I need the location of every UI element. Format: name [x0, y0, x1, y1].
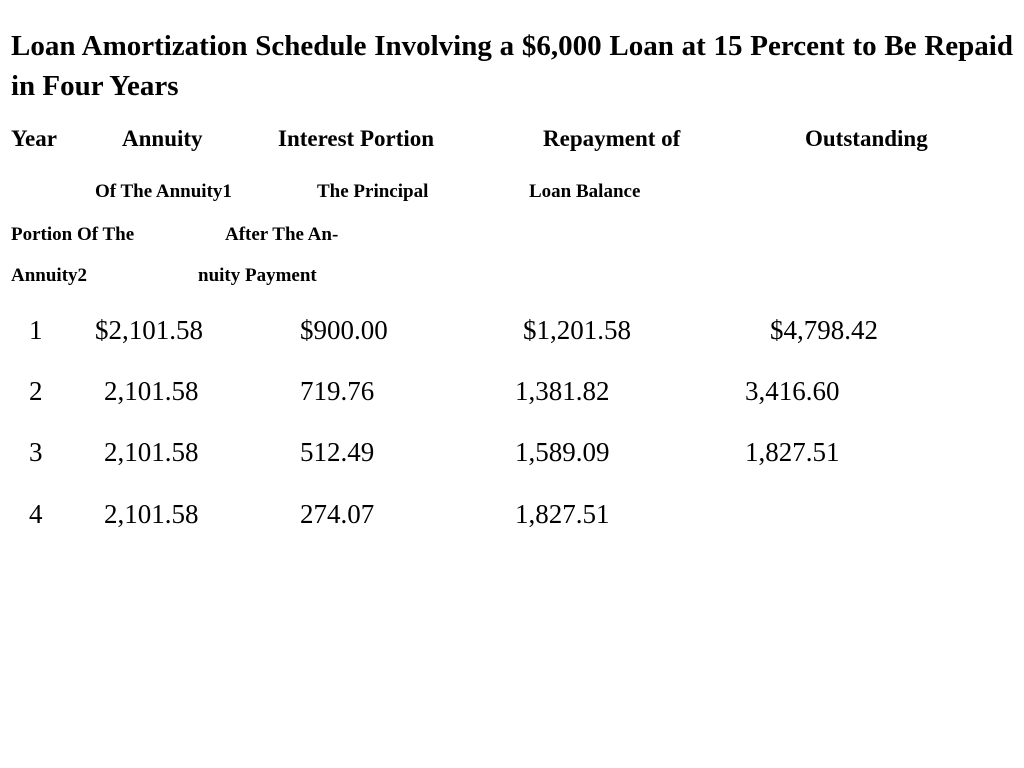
cell-year: 1 — [29, 315, 43, 345]
cell-repayment: 1,827.51 — [515, 499, 610, 529]
cell-balance: 1,827.51 — [745, 437, 840, 467]
cell-repayment: $1,201.58 — [523, 315, 631, 345]
cell-year: 3 — [29, 437, 43, 467]
cell-interest: $900.00 — [300, 315, 388, 345]
header-year: Year — [11, 126, 57, 151]
cell-annuity: 2,101.58 — [104, 499, 199, 529]
cell-interest: 512.49 — [300, 437, 375, 467]
cell-year: 4 — [29, 499, 43, 529]
cell-year: 2 — [29, 376, 43, 406]
cell-balance: 3,416.60 — [745, 376, 840, 406]
cell-annuity: 2,101.58 — [104, 437, 199, 467]
header-interest-portion: Interest Portion — [278, 126, 435, 151]
header-annuity: Annuity — [122, 126, 203, 151]
cell-interest: 719.76 — [300, 376, 375, 406]
cell-annuity: $2,101.58 — [95, 315, 203, 345]
header-outstanding: Outstanding — [805, 126, 928, 151]
cell-repayment: 1,381.82 — [515, 376, 610, 406]
header-line3-a: Portion Of The — [11, 224, 135, 245]
header-repayment-cont: The Principal — [317, 181, 429, 202]
cell-annuity: 2,101.58 — [104, 376, 199, 406]
header-outstanding-cont: Loan Balance — [529, 181, 641, 202]
header-line3-b: After The An- — [225, 224, 339, 245]
header-interest-cont: Of The Annuity1 — [95, 181, 232, 202]
header-line4-b: nuity Payment — [198, 265, 317, 286]
header-repayment: Repayment of — [543, 126, 681, 151]
cell-balance: $4,798.42 — [770, 315, 878, 345]
page-title: Loan Amortization Schedule Involving a $6,000 Loan at 15 Percent to Be Repaid in Four Years — [11, 30, 1013, 102]
cell-interest: 274.07 — [300, 499, 375, 529]
cell-repayment: 1,589.09 — [515, 437, 610, 467]
header-line4-a: Annuity2 — [11, 265, 88, 286]
